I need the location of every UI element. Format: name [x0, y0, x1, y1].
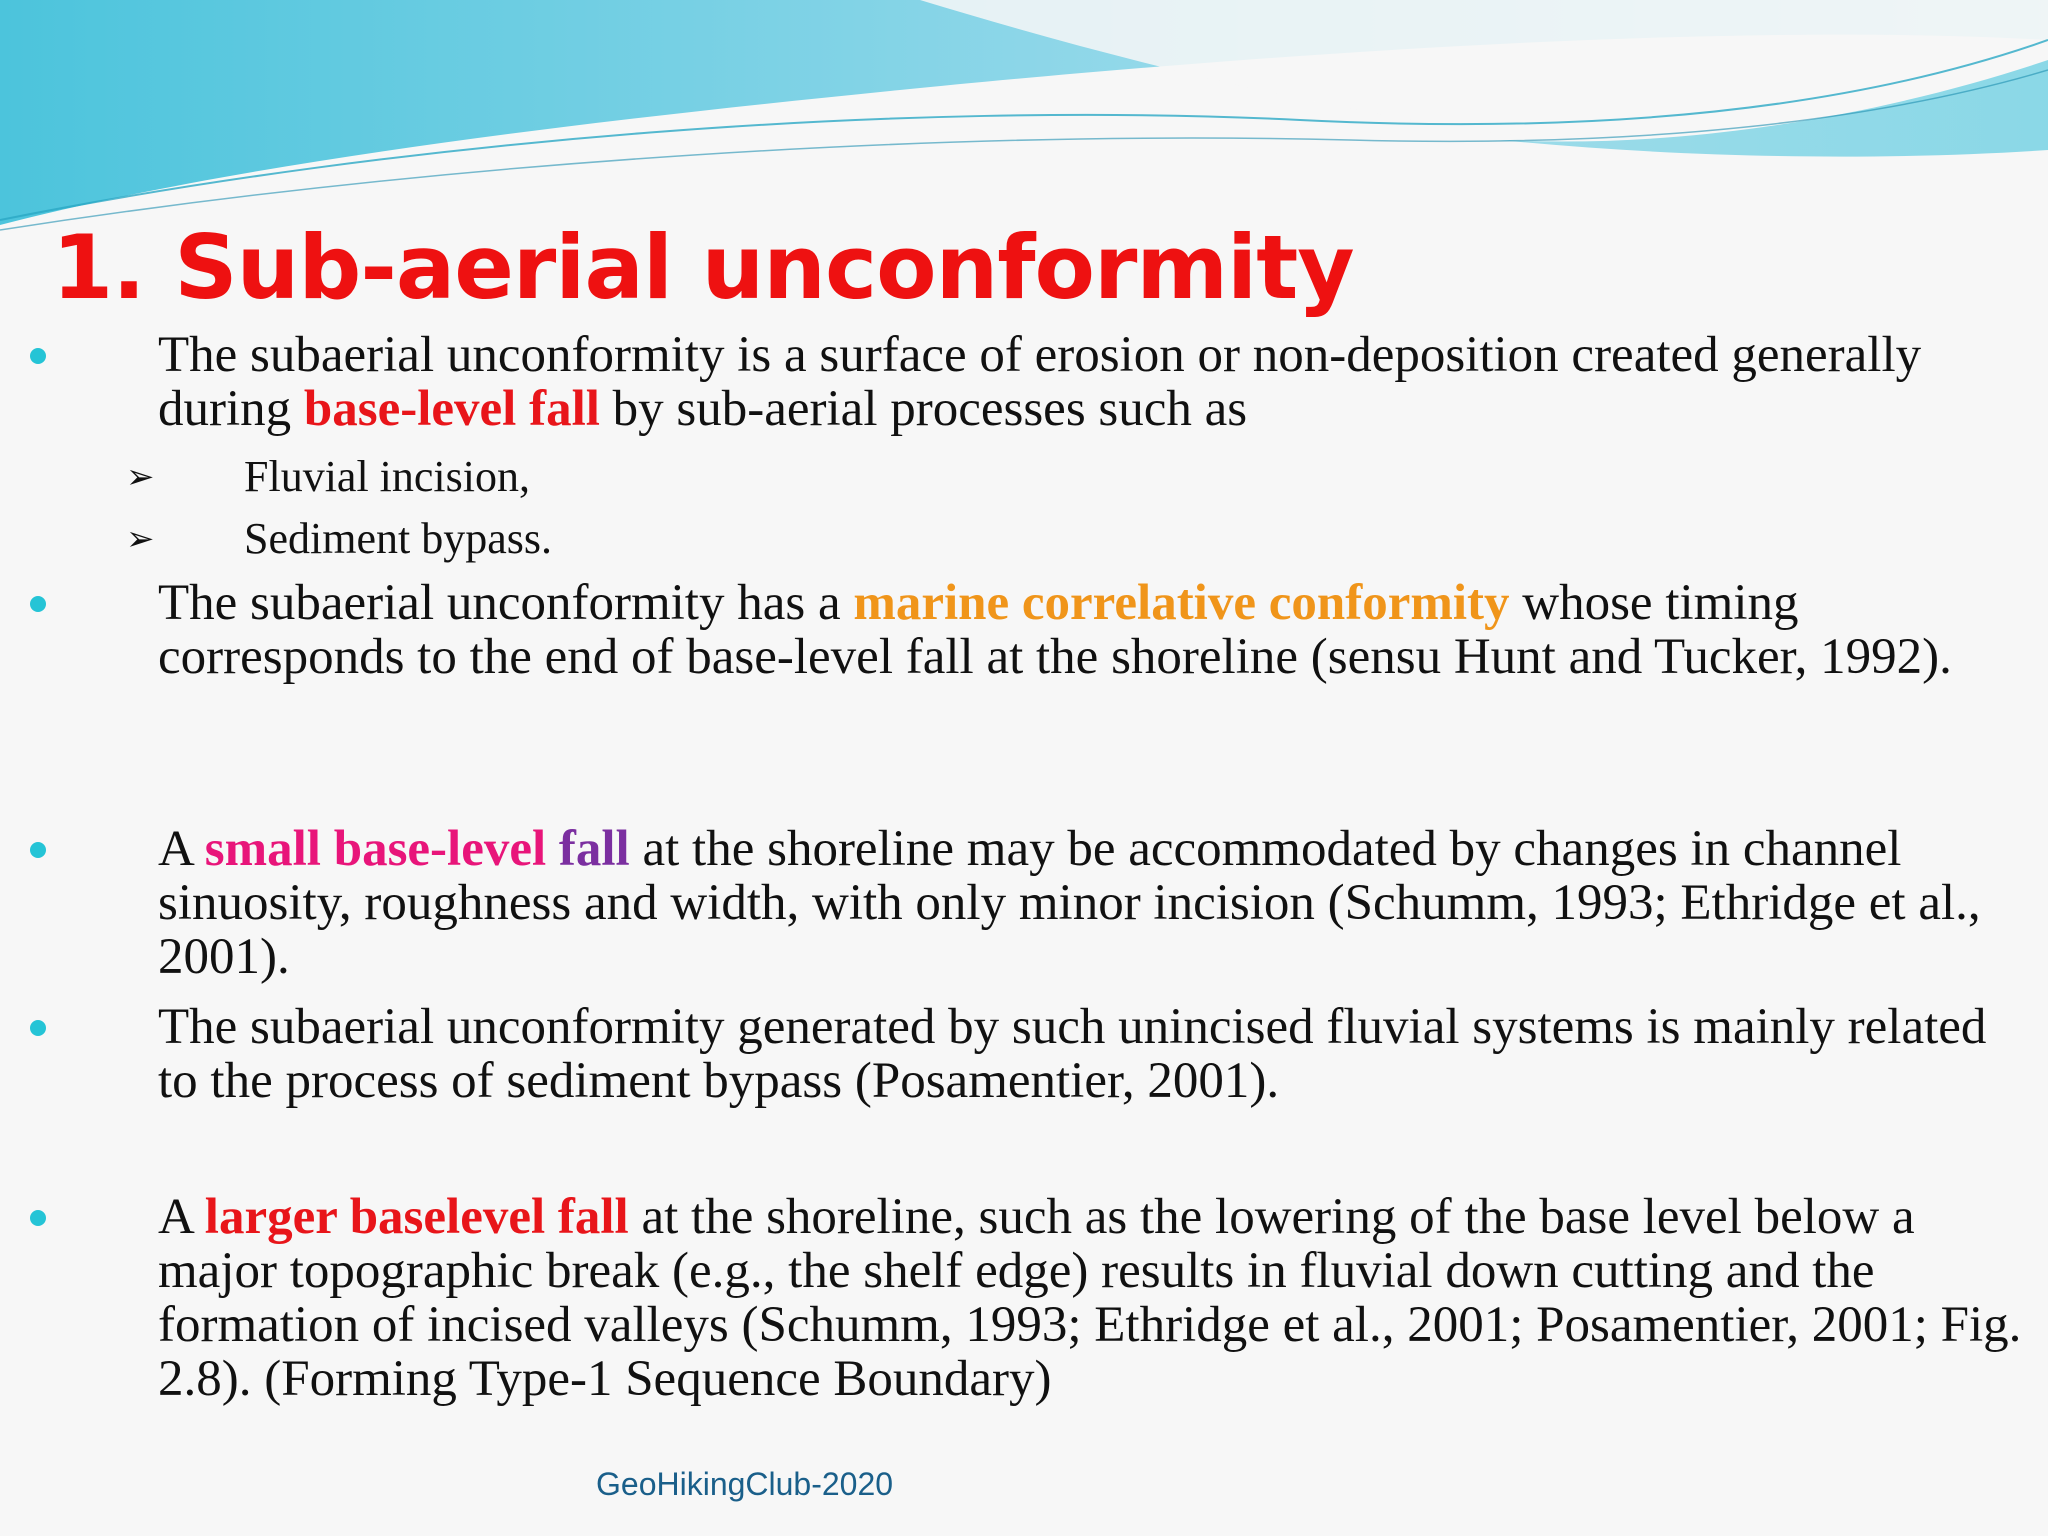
bullet-text: The subaerial unconformity generated by such unincised fluvial systems is mainly related to the process of sediment bypass (Posamentier, 2001). [158, 999, 1987, 1109]
bullet-text: A [158, 1189, 205, 1245]
highlight-small-base-level: small base-level [204, 821, 547, 877]
sub-item-text: Fluvial incision, [244, 452, 530, 501]
bullet-text: at the shoreline, such as the lowering of the base level below a major topographic break (e.g., the shelf edge) results in fluvial down cutting and the formation of incised valleys (Schumm, 1993; Ethridge et al., 2001; Posamentier, 2001; Fig. 2.8). (Forming Type-1 Sequence Boundary) [158, 1189, 2022, 1407]
bullet-text: whose timing corresponds to the end of base-level fall at the shoreline (sensu Hunt and Tucker, 1992). [158, 575, 1952, 685]
bullet-dot-icon [30, 1210, 46, 1226]
bullet-item [158, 1000, 2038, 1108]
arrow-bullet-icon: ➢ [126, 519, 155, 559]
bullet-item [158, 1190, 2038, 1406]
slide-title: 1. Sub-aerial unconformity [52, 216, 1354, 319]
arrow-bullet-icon: ➢ [126, 457, 155, 497]
bullet-dot-icon [30, 596, 46, 612]
bullet-text: by sub-aerial processes such as [599, 381, 1248, 437]
bullet-text: A [158, 821, 205, 877]
sub-item-sediment-bypass [126, 514, 552, 564]
header-wave-decoration [0, 0, 2048, 240]
highlight-fall: fall [558, 821, 630, 877]
bullet-space [546, 821, 559, 877]
bullet-item [158, 822, 2038, 984]
bullet-text: The subaerial unconformity has a [158, 575, 854, 631]
bullet-item [158, 576, 2038, 684]
bullet-dot-icon [30, 348, 46, 364]
bullet-item [158, 328, 2038, 436]
highlight-larger-baselevel-fall: larger baselevel fall [204, 1189, 629, 1245]
sub-item-text: Sediment bypass. [244, 514, 552, 563]
bullet-text: at the shoreline may be accommodated by changes in channel sinuosity, roughness and width, with only minor incision (Schumm, 1993; Ethridge et al., 2001). [158, 821, 1981, 985]
sub-item-fluvial-incision [126, 452, 530, 502]
bullet-text: The subaerial unconformity is a surface of erosion or non-deposition created generally during [158, 327, 1922, 437]
bullet-dot-icon [30, 842, 46, 858]
footer-watermark: GeoHikingClub-2020 [596, 1466, 894, 1502]
bullet-dot-icon [30, 1020, 46, 1036]
highlight-marine-correlative-conformity: marine correlative conformity [853, 575, 1510, 631]
highlight-base-level-fall: base-level fall [303, 381, 600, 437]
